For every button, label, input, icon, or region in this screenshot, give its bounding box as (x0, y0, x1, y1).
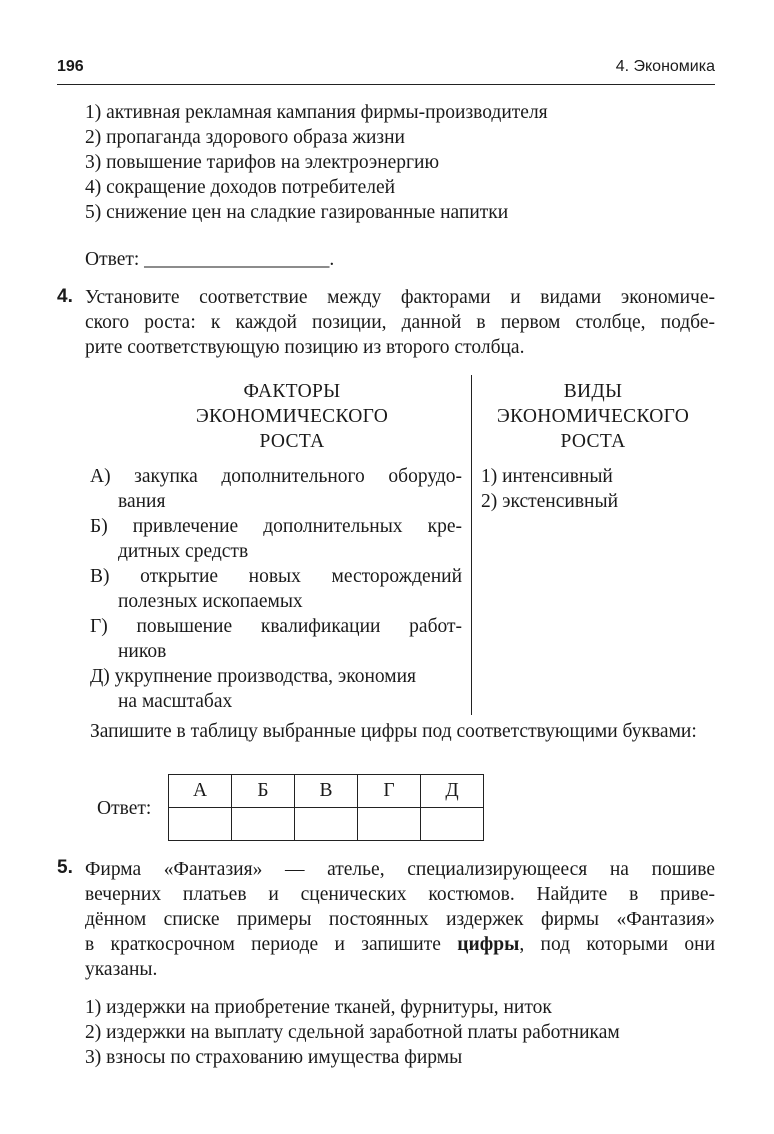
table-header-cell: В (295, 775, 358, 808)
answer-cell[interactable] (232, 808, 295, 841)
task-line: дённом списке примеры постоянных издержек фирмы «Фантазия» (85, 909, 715, 930)
prev-task-options (85, 100, 548, 225)
table-header-cell: Г (358, 775, 421, 808)
answer-table (168, 774, 484, 841)
text-segment: в краткосрочном периоде и запишите (85, 934, 441, 955)
write-instruction: Запишите в таблицу выбранные цифры под соответствующими буквами: (90, 721, 697, 742)
factor-line: Б) привлечение дополнительных кре- (90, 516, 462, 537)
table-header-cell: Д (421, 775, 484, 808)
answer-cell[interactable] (421, 808, 484, 841)
factor-line: на масштабах (118, 691, 233, 712)
factor-item-g (90, 614, 462, 664)
factor-item-v (90, 564, 462, 614)
column-divider (471, 375, 472, 715)
text-segment: , под которыми они (519, 934, 716, 955)
task-line: указаны. (85, 959, 158, 980)
list-item: 4) сокращение доходов потребителей (85, 177, 396, 198)
header-line: РОСТА (259, 431, 325, 452)
task-line: рите соответствующую позицию из второго столбца. (85, 337, 525, 358)
factor-line: А) закупка дополнительного оборудо- (90, 466, 462, 487)
table-header-cell: Б (232, 775, 295, 808)
answer-blank[interactable]: Ответ: ___________________. (85, 249, 335, 270)
header-line: ФАКТОРЫ (243, 381, 341, 402)
task-4-text (85, 285, 715, 360)
task-line: Фирма «Фантазия» — ателье, специализирующееся на пошиве (85, 859, 715, 880)
header-line: ЭКОНОМИЧЕСКОГО (496, 406, 690, 427)
page-number: 196 (57, 58, 84, 75)
task-5-text (85, 857, 715, 982)
list-item: 3) повышение тарифов на электроэнергию (85, 152, 440, 173)
header-line: ЭКОНОМИЧЕСКОГО (195, 406, 389, 427)
table-row (169, 808, 484, 841)
factor-item-b (90, 514, 462, 564)
list-item: 2) пропаганда здорового образа жизни (85, 127, 405, 148)
factor-line: ников (118, 641, 167, 662)
task-5-number: 5. (57, 857, 73, 878)
task-line (85, 932, 715, 957)
factor-line: дитных средств (118, 541, 249, 562)
factors-column-header (176, 379, 408, 454)
task-line: вечерних платьев и сценических костюмов. Найдите в приве- (85, 884, 715, 905)
factor-line: Г) повышение квалификации работ- (90, 616, 462, 637)
list-item: 3) взносы по страхованию имущества фирмы (85, 1047, 463, 1068)
answer-label: Ответ: (97, 798, 152, 819)
factor-item-d (90, 664, 462, 714)
list-item: 1) издержки на приобретение тканей, фурнитуры, ниток (85, 997, 552, 1018)
header-line: РОСТА (560, 431, 626, 452)
header-line: ВИДЫ (563, 381, 623, 402)
task-line: ского роста: к каждой позиции, данной в первом столбце, подбе- (85, 312, 715, 333)
task-4-number: 4. (57, 286, 73, 307)
header-rule (57, 84, 715, 85)
answer-cell[interactable] (169, 808, 232, 841)
emphasis-digits: цифры (457, 934, 520, 955)
table-header-cell: А (169, 775, 232, 808)
factor-line: вания (118, 491, 166, 512)
table-row (169, 775, 484, 808)
answer-cell[interactable] (295, 808, 358, 841)
factor-line: полезных ископаемых (118, 591, 303, 612)
list-item: 1) интенсивный (481, 466, 613, 487)
list-item: 2) издержки на выплату сдельной заработной платы работникам (85, 1022, 620, 1043)
kinds-list (481, 464, 618, 514)
factor-line: В) открытие новых месторождений (90, 566, 462, 587)
kinds-column-header (478, 379, 708, 454)
task-line: Установите соответствие между факторами и видами экономиче- (85, 287, 715, 308)
task-5-options (85, 995, 620, 1070)
list-item: 1) активная рекламная кампания фирмы-производителя (85, 102, 548, 123)
list-item: 2) экстенсивный (481, 491, 619, 512)
list-item: 5) снижение цен на сладкие газированные напитки (85, 202, 509, 223)
factor-line: Д) укрупнение производства, экономия (90, 666, 417, 687)
answer-cell[interactable] (358, 808, 421, 841)
factor-item-a (90, 464, 462, 514)
chapter-title: 4. Экономика (615, 58, 715, 75)
